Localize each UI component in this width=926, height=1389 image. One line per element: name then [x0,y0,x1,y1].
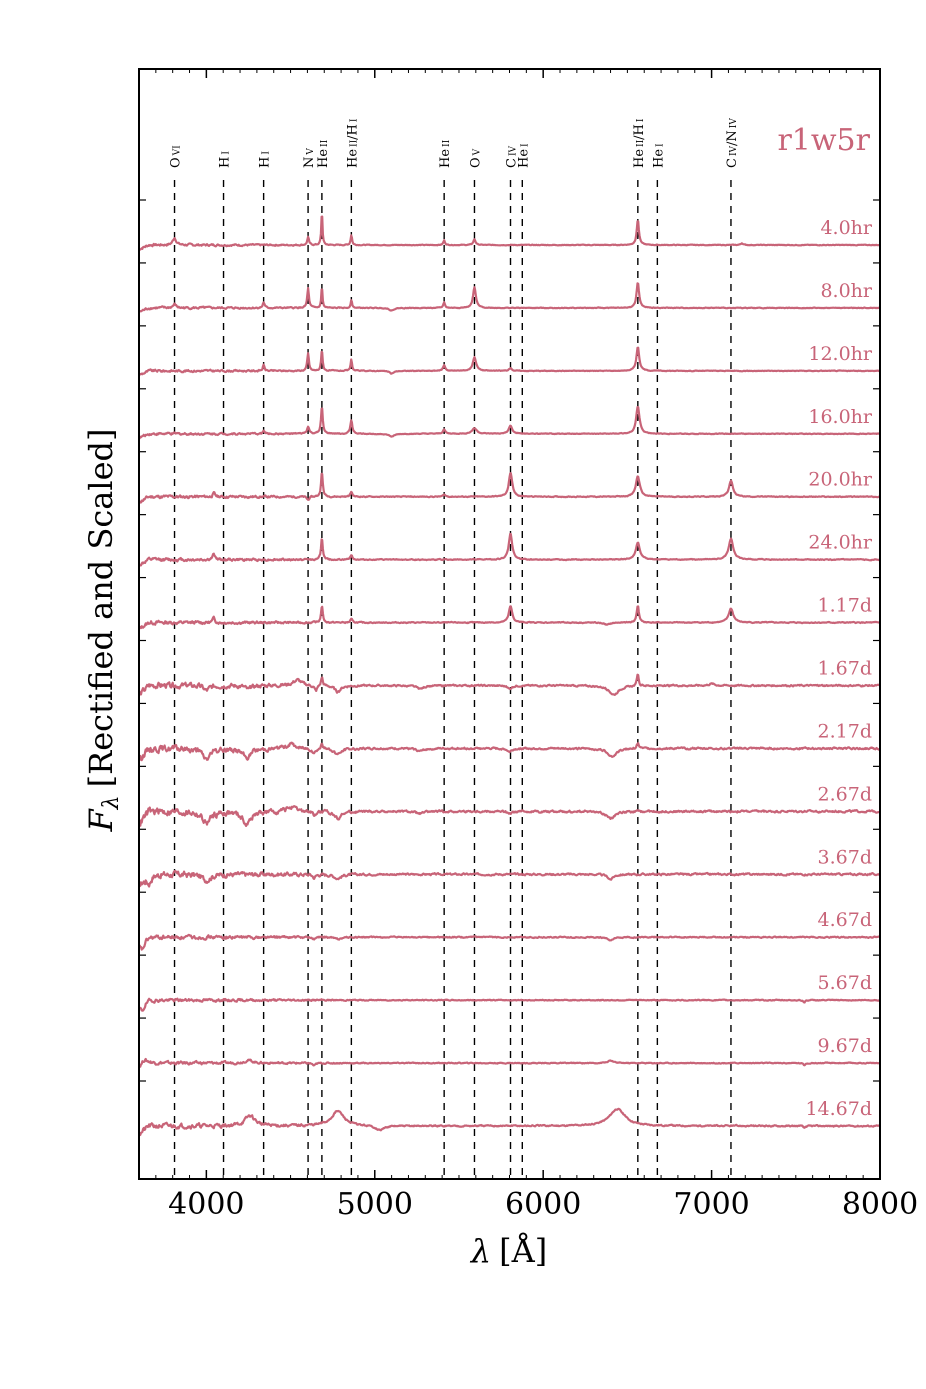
line-label [302,148,317,168]
line-label-part: I [349,118,360,123]
series-label: 9.67d [817,1035,872,1058]
spectrum-line [139,999,880,1011]
x-tick-label: 8000 [841,1187,919,1222]
spectrum-line [139,407,880,439]
line-label-part: O [168,157,184,168]
x-axis-label [469,1232,547,1270]
x-tick-label: 4000 [168,1187,245,1222]
x-axis-symbol: λ [470,1232,492,1270]
series-label: 8.0hr [820,279,872,302]
spectrum-line [139,743,880,761]
line-guides [175,180,731,1179]
line-label-part: VI [172,145,183,156]
line-label [316,139,331,168]
line-label-part: I [655,143,666,147]
line-label-part: V [306,148,317,155]
series-label: 1.17d [817,594,872,617]
line-label [438,139,453,168]
spectrum-line [139,348,880,376]
spectrum-line [139,473,880,502]
line-label-part: II [635,139,646,147]
line-label [218,151,233,168]
y-axis-text: [Rectified and Scaled] [82,428,120,788]
line-label [651,143,666,168]
line-label-part: C [504,158,520,168]
line-label-part: /H [345,124,361,140]
line-label-part: V [472,148,483,156]
series-label: 24.0hr [808,531,872,554]
line-label [468,148,483,168]
line-label [516,143,531,168]
spectrum-line [139,935,880,950]
line-label-part: O [468,157,484,168]
y-axis-symbol: F [82,809,120,832]
series-label: 2.67d [817,783,872,806]
spectra-series [139,217,880,1136]
line-label-part: II [319,139,330,147]
series-label: 4.0hr [820,217,872,239]
spectrum-line [139,283,880,312]
line-label-part: /H [631,124,647,140]
line-label [258,151,273,168]
line-label-part: N [302,156,318,168]
line-label-part: I [221,151,232,155]
line-label-part: IV [728,118,739,129]
spectrum-line [139,675,880,696]
spectrum-line [139,217,880,250]
line-label [169,145,184,168]
series-label: 16.0hr [808,405,872,428]
line-label-part: I [635,118,646,123]
spectrum-line [139,1109,880,1135]
line-label [725,118,740,168]
series-label: 14.67d [805,1098,872,1120]
x-axis-unit: [Å] [499,1232,548,1270]
line-label-part: II [349,139,360,147]
line-label-part: I [520,143,531,147]
chart-title: r1w5r [777,123,870,158]
line-identification-labels [169,118,740,168]
x-tick-label: 5000 [336,1187,413,1222]
line-label-part: He [345,148,361,168]
line-label-part: C [724,158,740,168]
series-label: 20.0hr [808,468,872,491]
line-label-part: /N [724,130,740,146]
series-label: 1.67d [817,657,872,680]
x-axis [156,69,918,1222]
y-axis [139,200,880,1081]
line-label-part: He [651,148,667,168]
line-label-part: I [261,151,272,155]
y-axis-subscript: λ [99,795,124,810]
series-label: 12.0hr [808,342,872,365]
line-label-part: H [217,156,233,168]
line-label-part: II [442,139,453,147]
x-tick-label: 7000 [673,1187,750,1222]
x-tick-label: 6000 [505,1187,582,1222]
series-labels [805,217,872,1120]
line-label-part: IV [508,145,519,157]
spectrum-line [139,871,880,886]
spectrum-line [139,1059,880,1067]
series-label: 4.67d [817,909,872,932]
line-label-part: He [315,148,331,168]
series-label: 5.67d [817,972,872,995]
line-label [632,118,647,168]
line-label-part: IV [728,145,739,157]
line-label [345,118,360,168]
y-axis-label [82,428,124,832]
spectrum-line [139,531,880,566]
line-label-part: H [257,156,273,168]
line-label-part: He [438,148,454,168]
series-label: 2.17d [817,720,872,743]
line-label-part: He [631,148,647,168]
spectrum-line [139,606,880,628]
series-label: 3.67d [817,846,872,869]
spectrum-line [139,806,880,826]
line-label-part: He [516,148,532,168]
